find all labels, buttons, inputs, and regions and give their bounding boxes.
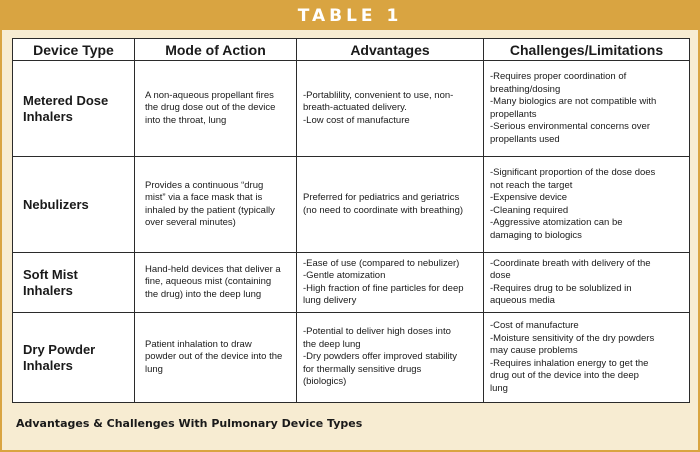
device-type-line: Metered Dose — [23, 92, 109, 108]
challenge-line: -Aggressive atomization can be — [490, 217, 623, 228]
device-type-line: Nebulizers — [23, 196, 89, 212]
challenge-line: -Many biologics are not compatible with — [490, 96, 657, 107]
challenge-line: aqueous media — [490, 295, 555, 306]
advantages-cell — [297, 157, 484, 253]
mode-line: over several minutes) — [145, 217, 236, 228]
table-row — [13, 253, 690, 313]
challenge-line: -Significant proportion of the dose does — [490, 167, 656, 178]
challenge-line: -Coordinate breath with delivery of the — [490, 257, 651, 269]
header-challenges: Challenges/Limitations — [484, 39, 690, 61]
challenges-cell — [484, 61, 690, 157]
table-row — [13, 313, 690, 403]
advantage-line: Preferred for pediatrics and geriatrics — [303, 192, 460, 203]
advantages-cell — [297, 253, 484, 313]
mode-line: fine, aqueous mist (containing — [145, 276, 272, 288]
mode-of-action-cell — [135, 253, 297, 313]
advantages-cell — [297, 313, 484, 403]
advantage-line: -Gentle atomization — [303, 270, 386, 281]
challenge-line: -Requires drug to be solublized in — [490, 282, 632, 294]
device-type-cell — [13, 313, 135, 403]
challenges-cell — [484, 313, 690, 403]
challenge-line: -Cost of manufacture — [490, 320, 579, 331]
challenge-line: dose — [490, 270, 511, 281]
mode-line: inhaled by the patient (typically — [145, 204, 275, 216]
challenge-line: breathing/dosing — [490, 83, 561, 95]
header-advantages: Advantages — [297, 39, 484, 61]
header-row — [13, 39, 690, 61]
advantage-line: (biologics) — [303, 376, 347, 388]
challenge-line: -Requires inhalation energy to get the — [490, 357, 649, 369]
advantage-line: -Dry powders offer improved stability — [303, 351, 457, 363]
advantage-line: -Low cost of manufacture — [303, 114, 410, 126]
challenge-line: -Requires proper coordination of — [490, 71, 627, 82]
table-row — [13, 61, 690, 157]
mode-line: Patient inhalation to draw — [145, 338, 252, 350]
challenge-line: -Cleaning required — [490, 204, 569, 216]
challenges-cell — [484, 157, 690, 253]
advantage-line: for thermally sensitive drugs — [303, 363, 422, 375]
challenge-line: damaging to biologics — [490, 229, 582, 241]
advantage-line: -Portablility, convenient to use, non- — [303, 89, 454, 101]
challenges-cell — [484, 253, 690, 313]
mode-line: Provides a continuous “drug — [145, 179, 264, 191]
device-type-line: Inhalers — [23, 357, 73, 373]
challenge-line: propellants used — [490, 133, 560, 145]
mode-line: mist” via a face mask that is — [145, 192, 263, 203]
advantage-line: breath-actuated delivery. — [303, 102, 407, 114]
device-type-line: Dry Powder — [23, 341, 96, 357]
mode-line: Hand-held devices that deliver a — [145, 263, 281, 275]
advantage-line: lung delivery — [303, 295, 357, 306]
mode-line: the drug) into the deep lung — [145, 288, 262, 300]
advantage-line: the deep lung — [303, 338, 361, 350]
device-type-line: Inhalers — [23, 108, 73, 124]
mode-of-action-cell — [135, 157, 297, 253]
device-comparison-table — [12, 38, 690, 403]
table-title: TABLE 1 — [2, 2, 698, 30]
challenge-line: lung — [490, 382, 508, 394]
challenge-line: -Moisture sensitivity of the dry powders — [490, 332, 655, 344]
challenge-line: propellants — [490, 108, 537, 120]
advantages-cell — [297, 61, 484, 157]
mode-line: A non-aqueous propellant fires — [145, 89, 274, 101]
table-caption: Advantages & Challenges With Pulmonary Device Types — [16, 417, 363, 430]
challenge-line: not reach the target — [490, 179, 573, 191]
mode-line: into the throat, lung — [145, 114, 227, 126]
mode-line: powder out of the device into the — [145, 351, 283, 363]
mode-of-action-cell — [135, 313, 297, 403]
advantage-line: (no need to coordinate with breathing) — [303, 204, 464, 216]
advantage-line: -Potential to deliver high doses into — [303, 326, 451, 338]
challenge-line: -Serious environmental concerns over — [490, 121, 650, 132]
header-device-type: Device Type — [13, 39, 135, 61]
challenge-line: -Expensive device — [490, 192, 568, 203]
device-type-cell — [13, 253, 135, 313]
device-type-line: Soft Mist — [23, 266, 78, 282]
header-mode-of-action: Mode of Action — [135, 39, 297, 61]
challenge-line: drug out of the device into the deep — [490, 370, 639, 381]
device-type-cell — [13, 61, 135, 157]
mode-line: the drug dose out of the device — [145, 102, 276, 114]
mode-line: lung — [145, 363, 163, 375]
mode-of-action-cell — [135, 61, 297, 157]
device-type-cell — [13, 157, 135, 253]
advantage-line: -Ease of use (compared to nebulizer) — [303, 257, 460, 269]
challenge-line: may cause problems — [490, 345, 578, 356]
table-row — [13, 157, 690, 253]
advantage-line: -High fraction of fine particles for deep — [303, 282, 464, 294]
device-type-line: Inhalers — [23, 282, 73, 298]
